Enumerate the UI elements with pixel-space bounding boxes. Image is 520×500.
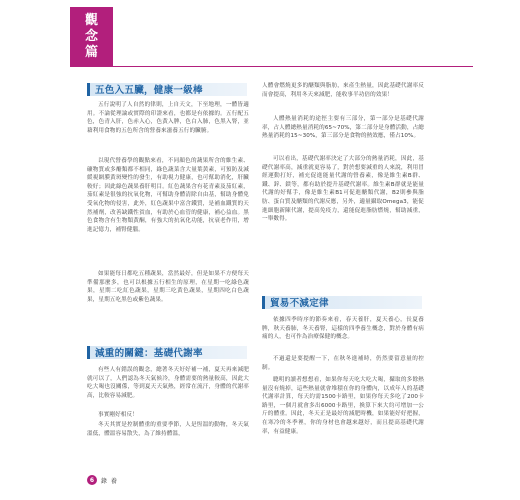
heading-trade-rule: 貿易不減定律 bbox=[262, 295, 422, 309]
heading-metabolism: 減重的關鍵：基礎代謝率 bbox=[87, 345, 247, 359]
right-paragraph-5: 不過還是要提醒一下，在秋冬進補時，仍然要留意量的控制。 bbox=[262, 356, 424, 371]
concept-tab-char-2: 念 bbox=[84, 29, 98, 44]
footer-label: 錄 養 bbox=[101, 477, 118, 485]
concept-section-tab bbox=[70, 7, 113, 67]
left-paragraph-2: 以現代營養學的觀點來看，不同顏色的蔬果所含的維生素、礦物質或多醣類都不相同，綠色蔬菜含大量葉黃素，可預防及減緩視網膜黃斑變性的發生，有助視力健康，也可幫助消化，肝臟較好；因此綠色蔬果養肝明目。紅色蔬果含有花青素及茄紅素，茄紅素是很強的抗氧化物，可幫助身體清除自由基，幫助身體免受氧化物的侵害，此外，紅色蔬果中富含鐵質，是補血鐵質的天然補劑，改善缺鐵性貧血，有助於心血管的健康，補心益血。黑色食物含有生物類黃酮，有強大的抗氧化功能，抗衰老作用，增進記憶力，補腎健腦。 bbox=[87, 158, 249, 233]
right-paragraph-6: 聰明的讀者想想看，如果你每天吃大吃大喝，攝取的多餘熱量沒有燒掉，這些熱量就會堆積在你的身體內，以成年人的基礎代謝率計算，每天約需1500卡路里，如果你每天多吃了200卡路里，一個月就會多出6000卡路里，換算下來大約可增加一公斤的體重。因此，冬天正是最好的減肥時機，如果能好好把握，在寒冷的冬季裡，你的身材也會越來越好，而且提高基礎代謝率，有益健康。 bbox=[262, 377, 424, 435]
page-footer bbox=[87, 475, 118, 485]
left-paragraph-1: 五行說明了人自然的律則，上自天文，下至地理，一體皆適用。不論從理論或實際的印證來看，也都是有依據的。五行配五色，色青入肝，色赤入心，色黃入脾，色白入肺，色黑入腎，並藉利用食物的五色所含的營養來滋養五行的臟腑。 bbox=[87, 102, 249, 134]
concept-tab-char-1: 觀 bbox=[84, 13, 98, 28]
left-paragraph-4: 有些人有錯誤的觀念，總著冬天好好補一補，夏天再來減肥就可以了，人們認為冬天氣候冷，身體需要的熱量較高，因此大吃大喝也沒關係，等到夏天天氣熱，經常在流汗，身體的代謝率高，比較容易減肥。 bbox=[87, 367, 249, 399]
heading-five-colors: 五色入五臟，健康一級棒 bbox=[87, 82, 247, 96]
right-paragraph-3: 可以看出，基礎代謝率決定了大部分的熱量消耗，因此，基礎代謝率高，減重就更容易了，對於想要減重的人來說，利用冒經運動打好，補充促進能量代謝的營養素，像是維生素B群、鐵、鋅、鎂等，都有助於提升基礎代謝率。維生素B群就是能量代謝的好幫手，像是維生素B1可促進醣類代謝，B2則參與脂肪、蛋白質及醣類的代謝反應，另外，適量攝取Omega3，能促進細胞新陳代謝，提高免疫力，還能促進脂肪燃燒，幫助減重，一舉數得。 bbox=[262, 156, 424, 223]
page-number: 6 bbox=[87, 475, 97, 485]
left-paragraph-3: 如果能每日都吃五種蔬果，當然最好，但是如果不方便每天準備那麼多，也可以根據五行相生的原理，在星期一吃綠色蔬果，星期二吃紅色蔬果，星期三吃黃色蔬果，星期四吃白色蔬果，星期五吃黑色或紫色蔬果。 bbox=[87, 271, 249, 303]
right-paragraph-1: 人體會燃燒更多的醣類與脂肪，來產生熱量，因此基礎代謝率反而會提高，利用冬天來減肥，能收事半功倍的效果！ bbox=[262, 83, 424, 98]
right-paragraph-4: 依據四季時序的節奏來看，春天養肝，夏天養心，長夏養脾，秋天養肺，冬天養腎，這樣的四季養生概念，對於身體有病痛的人，也可作為治療保健的概念。 bbox=[262, 317, 424, 341]
header-rule bbox=[113, 66, 473, 67]
left-paragraph-6: 冬天其實是控制體重的重要季節，人是恆溫的動物，冬天氣溫低，體溫容易散失，為了維持體溫， bbox=[87, 422, 249, 437]
right-paragraph-2: 人體熱量消耗的途徑主要有三部分，第一部分是基礎代謝率，占人體總熱量消耗的65~70%，第二部分是身體活動，占總熱量消耗的15~30%，第三部分是食物的熱效應，僅占10%。 bbox=[262, 116, 424, 140]
left-paragraph-5: 事實剛好相反！ bbox=[98, 412, 138, 418]
concept-tab-char-3: 篇 bbox=[84, 45, 98, 60]
